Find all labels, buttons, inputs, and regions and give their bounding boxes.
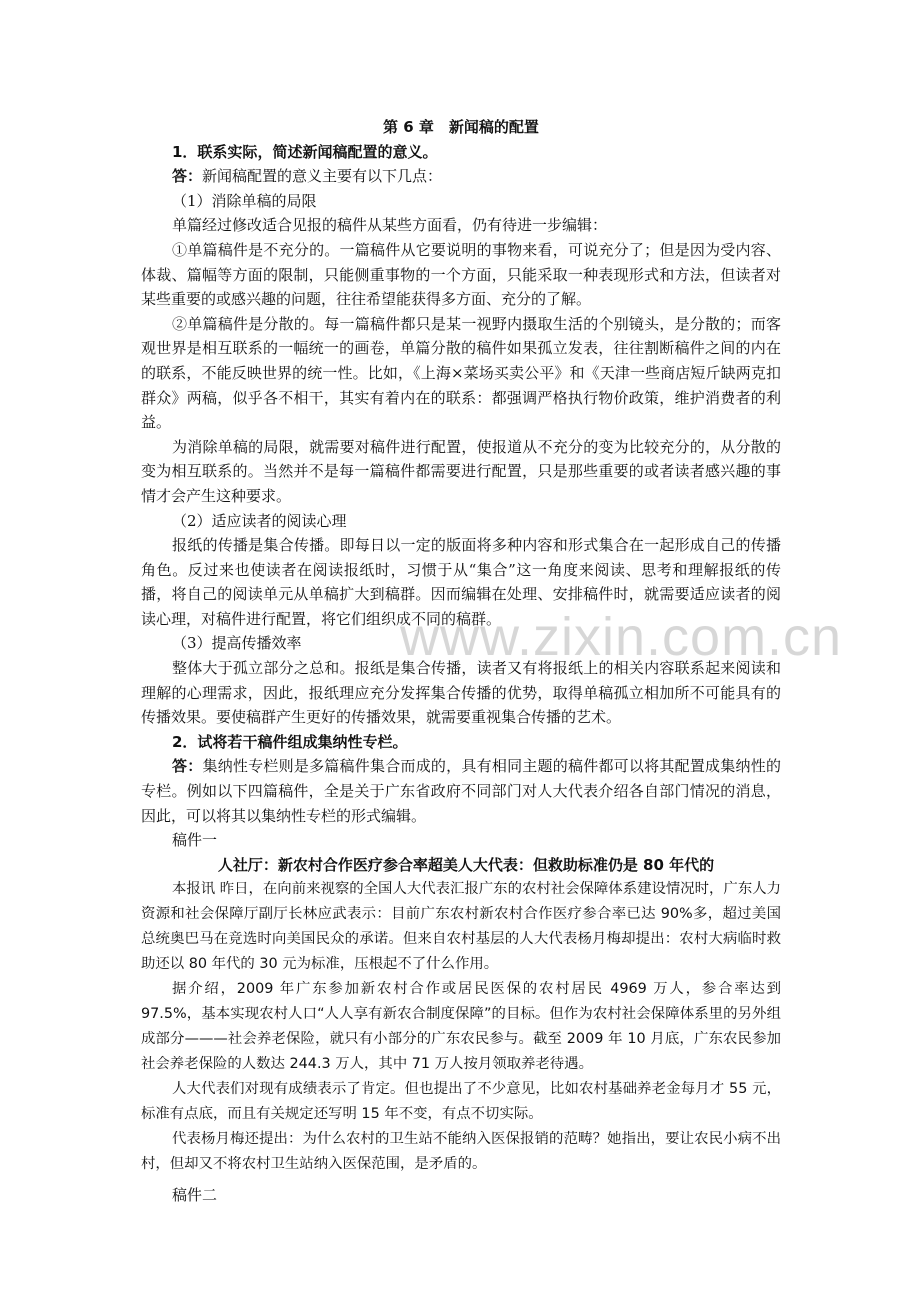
- item-1-headline: 人社厅：新农村合作医疗参合率超美人大代表：但救助标准仍是 80 年代的: [217, 855, 715, 874]
- section-2-paragraph-1: 报纸的传播是集合传播。即每日以一定的版面将多种内容和形式集合在一起形成自己的传播角色。反过来也使读者在阅读报纸时，习惯于从“集合”这一角度来阅读、思考和理解报纸的传播，将自己的阅读单元从单稿扩大到稿群。因而编辑在处理、安排稿件时，就需要适应读者的阅读心理，对稿件进行配置，将它们组织成不同的稿群。: [141, 536, 781, 628]
- answer-label: 答：: [172, 167, 203, 186]
- section-1-paragraph-3: ②单篇稿件是分散的。每一篇稿件都只是某一视野内摄取生活的个别镜头，是分散的；而客观世界是相互联系的一幅统一的画卷，单篇分散的稿件如果孤立发表，往往割断稿件之间的内在的联系，不能反映世界的统一性。比如，《上海×菜场买卖公平》和《天津一些商店短斤缺两克扣群众》两稿，似乎各不相干，其实有着内在的联系：都强调严格执行物价政策，维护消费者的利益。: [141, 314, 781, 432]
- question-2: 2．试将若干稿件组成集纳性专栏。: [172, 732, 408, 751]
- section-3-heading: （3）提高传播效率: [172, 634, 302, 653]
- section-3-paragraph-1: 整体大于孤立部分之总和。报纸是集合传播，读者又有将报纸上的相关内容联系起来阅读和理解的心理需求，因此，报纸理应充分发挥集合传播的优势，取得单稿孤立相加所不可能具有的传播效果。要使稿群产生更好的传播效果，就需要重视集合传播的艺术。: [141, 659, 781, 727]
- answer-1-text: 新闻稿配置的意义主要有以下几点：: [202, 167, 443, 186]
- section-1-paragraph-2: ①单篇稿件是不充分的。一篇稿件从它要说明的事物来看，可说充分了；但是因为受内容、体裁、篇幅等方面的限制，只能侧重事物的一个方面，只能采取一种表现形式和方法，但读者对某些重要的或感兴趣的问题，往往希望能获得多方面、充分的了解。: [141, 240, 781, 309]
- section-1-paragraph-4: 为消除单稿的局限，就需要对稿件进行配置，使报道从不充分的变为比较充分的，从分散的变为相互联系的。当然并不是每一篇稿件都需要进行配置，只是那些重要的或者读者感兴趣的事情才会产生这种要求。: [141, 437, 781, 505]
- item-1-paragraph-1: 本报讯 昨日，在向前来视察的全国人大代表汇报广东的农村社会保障体系建设情况时，广东人力资源和社会保障厅副厅长林应武表示：目前广东农村新农村合作医疗参合率已达 90%多，超过美国总统奥巴马在竞选时向美国民众的承诺。但来自农村基层的人大代表杨月梅却提出：农村大病临时救助还以 80 年代的 30 元为标准，压根起不了什么作用。: [141, 881, 781, 973]
- item-1-paragraph-3: 人大代表们对现有成绩表示了肯定。但也提出了不少意见，比如农村基础养老金每月才 55 元，标准有点底，而且有关规定还写明 15 年不变，有点不切实际。: [141, 1081, 781, 1123]
- item-1-label: 稿件一: [172, 831, 218, 850]
- item-1-paragraph-4: 代表杨月梅还提出：为什么农村的卫生站不能纳入医保报销的范畴？她指出，要让农民小病不出村，但却又不将农村卫生站纳入医保范围，是矛盾的。: [141, 1131, 781, 1173]
- question-1: 1．联系实际，简述新闻稿配置的意义。: [172, 142, 438, 161]
- document-body: [141, 115, 781, 1208]
- section-1-paragraph-1: 单篇经过修改适合见报的稿件从某些方面看，仍有待进一步编辑：: [172, 216, 608, 235]
- answer-1-intro: [141, 164, 781, 189]
- answer-label: 答：: [172, 757, 203, 776]
- answer-2: [141, 754, 781, 828]
- chapter-title: 第 6 章 新闻稿的配置: [383, 118, 539, 136]
- section-1-heading: （1）消除单稿的局限: [172, 191, 317, 210]
- item-1-paragraph-2: 据介绍，2009 年广东参加新农村合作或居民医保的农村居民 4969 万人，参合率达到 97.5%，基本实现农村人口“人人享有新农合制度保障”的目标。但作为农村社会保障体系里的另外组成部分———社会养老保险，就只有小部分的广东农民参与。截至 2009 年 10 月底，广东农民参加社会养老保险的人数达 244.3 万人，其中 71 万人按月领取养老待遇。: [141, 981, 781, 1073]
- item-2-label: 稿件二: [172, 1186, 218, 1205]
- watermark: www.zixin.com.cn: [400, 607, 843, 667]
- answer-2-text: 集纳性专栏则是多篇稿件集合而成的，具有相同主题的稿件都可以将其配置成集纳性的专栏。例如以下四篇稿件，全是关于广东省政府不同部门对人大代表介绍各自部门情况的消息，因此，可以将其以集纳性专栏的形式编辑。: [141, 757, 781, 825]
- section-2-heading: （2）适应读者的阅读心理: [172, 511, 347, 530]
